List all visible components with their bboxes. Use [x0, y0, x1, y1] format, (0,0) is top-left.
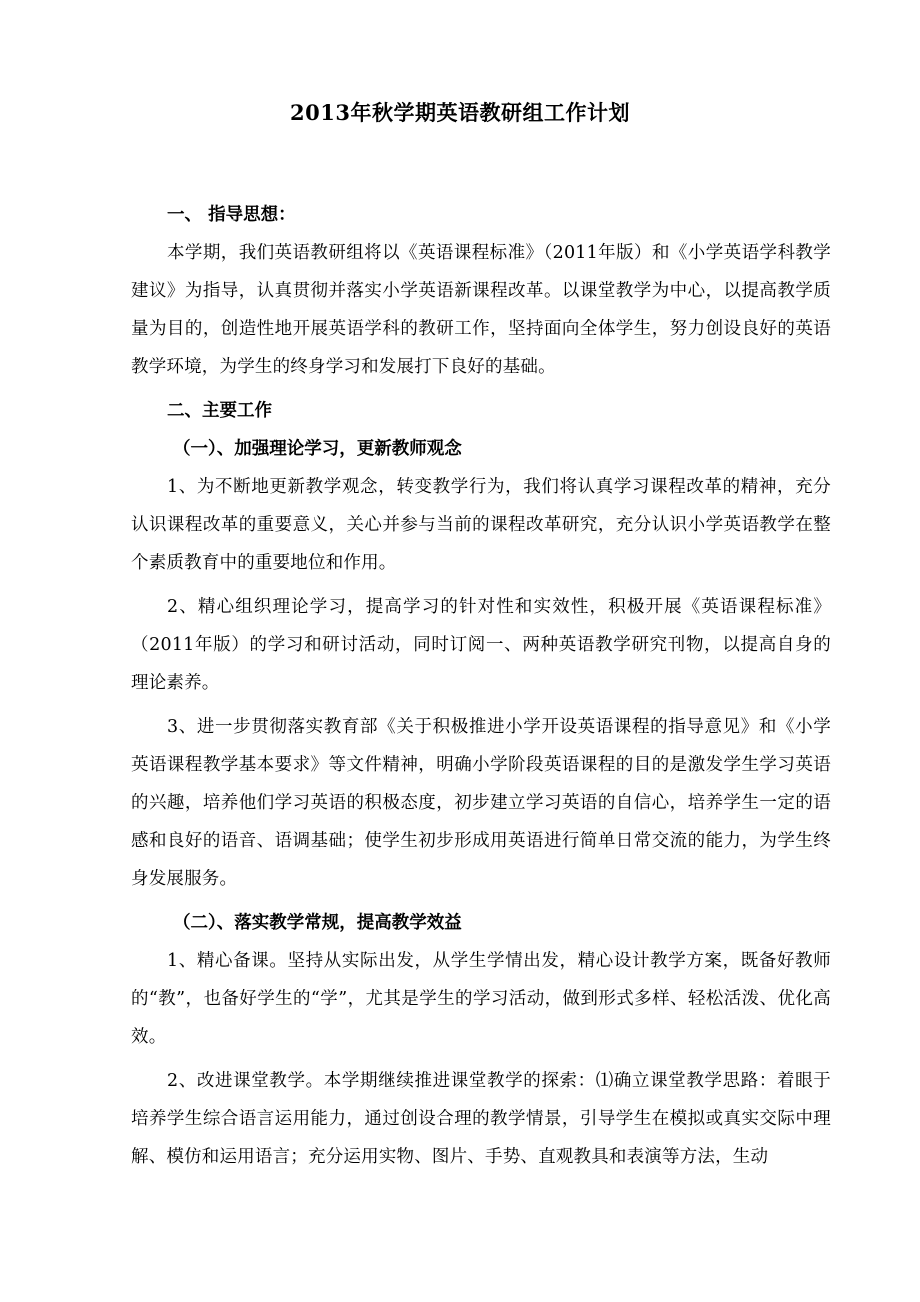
document-title: 2013年秋学期英语教研组工作计划 — [290, 100, 630, 125]
paragraph-guiding-ideology: 本学期，我们英语教研组将以《英语课程标准》（2011年版）和《小学英语学科教学建议》为指导，认真贯彻并落实小学英语新课程改革。以课堂教学为中心，以提高教学质量为目的，创造性地开展英语学科的教研工作，坚持面向全体学生，努力创设良好的英语教学环境，为学生的终身学习和发展打下良好的基础。 — [131, 243, 831, 377]
section-heading-main-work: 二、主要工作 — [167, 401, 272, 421]
subsection-heading-theory-study: （一）、加强理论学习，更新教师观念 — [173, 439, 462, 459]
list-item-theory-2: 2、精心组织理论学习，提高学习的针对性和实效性，积极开展《英语课程标准》（2011年版）的学习和研讨活动，同时订阅一、两种英语教学研究刊物，以提高自身的理论素养。 — [131, 597, 831, 693]
list-item-theory-1: 1、为不断地更新教学观念，转变教学行为，我们将认真学习课程改革的精神，充分认识课程改革的重要意义，关心并参与当前的课程改革研究，充分认识小学英语教学在整个素质教育中的重要地位和作用。 — [131, 477, 831, 573]
list-item-routine-2: 2、改进课堂教学。本学期继续推进课堂教学的探索：⑴确立课堂教学思路：着眼于培养学生综合语言运用能力，通过创设合理的教学情景，引导学生在模拟或真实交际中理解、模仿和运用语言；充分运用实物、图片、手势、直观教具和表演等方法，生动 — [131, 1071, 831, 1167]
document-body — [131, 196, 831, 1176]
subsection-heading-teaching-routine: （二）、落实教学常规，提高教学效益 — [173, 913, 462, 933]
list-item-routine-1: 1、精心备课。坚持从实际出发，从学生学情出发，精心设计教学方案，既备好教师的“教”，也备好学生的“学”，尤其是学生的学习活动，做到形式多样、轻松活泼、优化高效。 — [131, 951, 831, 1047]
list-item-theory-3: 3、进一步贯彻落实教育部《关于积极推进小学开设英语课程的指导意见》和《小学英语课程教学基本要求》等文件精神，明确小学阶段英语课程的目的是激发学生学习英语的兴趣，培养他们学习英语的积极态度，初步建立学习英语的自信心，培养学生一定的语感和良好的语音、语调基础；使学生初步形成用英语进行简单日常交流的能力，为学生终身发展服务。 — [131, 717, 831, 889]
section-heading-guiding-ideology: 一、 指导思想： — [167, 205, 296, 225]
